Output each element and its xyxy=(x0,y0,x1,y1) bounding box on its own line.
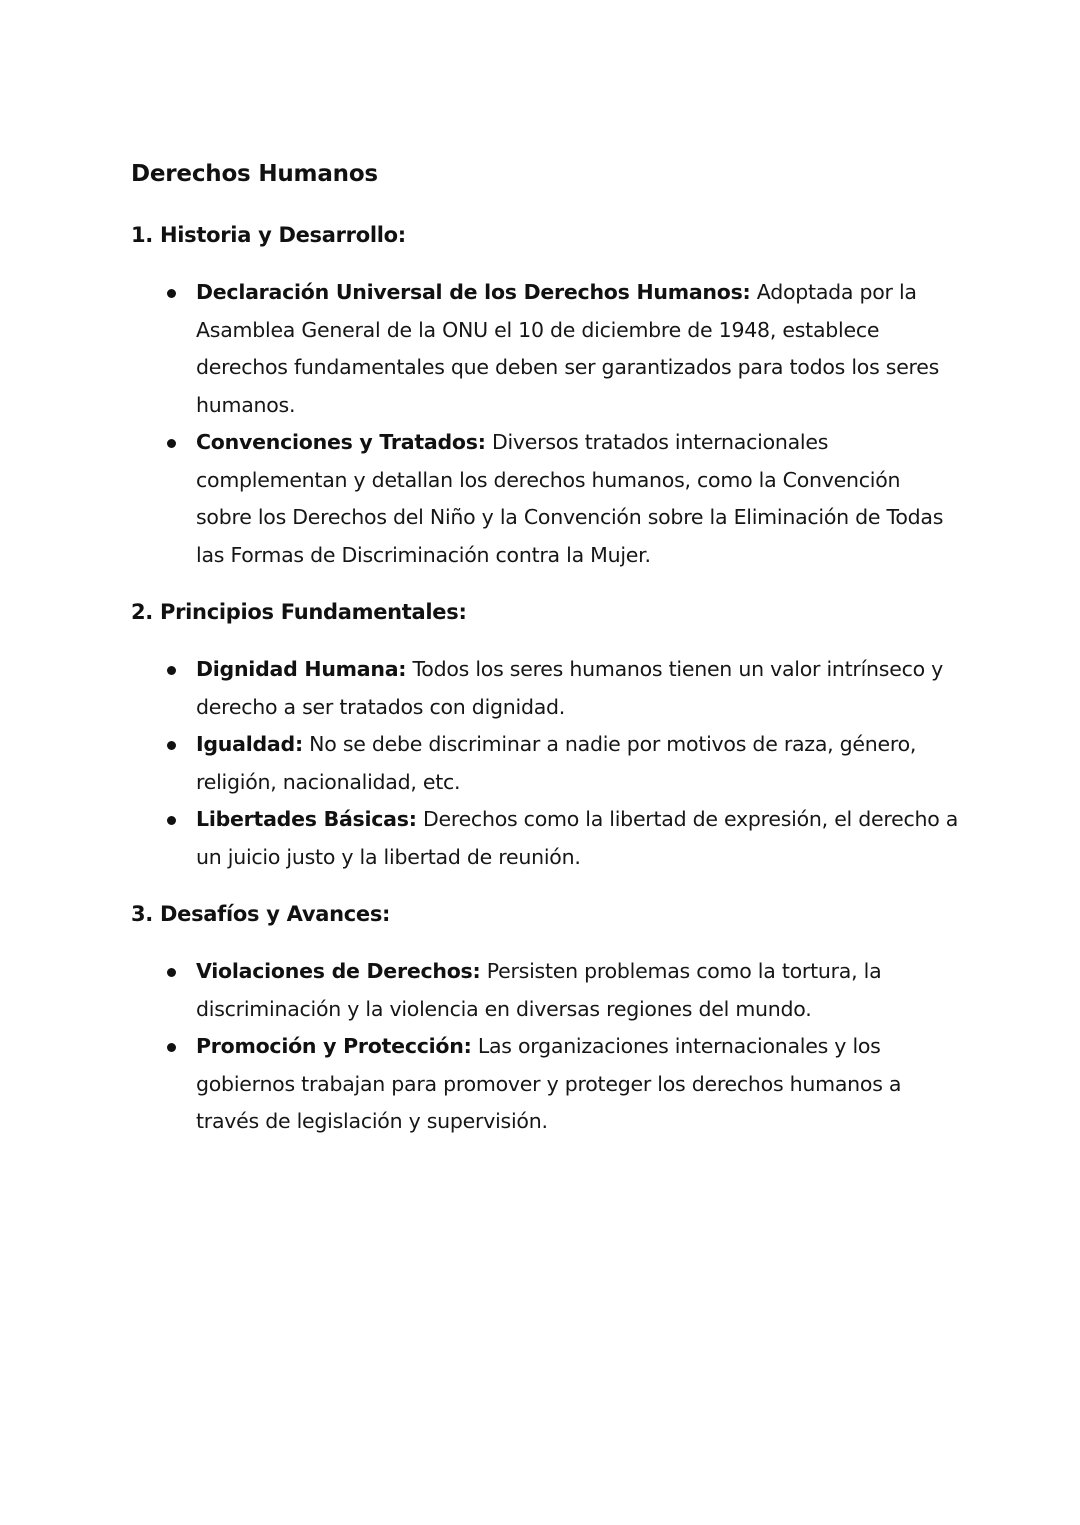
bullet-icon xyxy=(167,1043,176,1052)
item-term: Promoción y Protección: xyxy=(196,1034,472,1058)
item-text: No se debe discriminar a nadie por motivos de raza, género, religión, nacionalidad, etc. xyxy=(196,732,917,794)
item-text: Adoptada por la Asamblea General de la ONU el 10 de diciembre de 1948, establece derechos fundamentales que deben ser garantizados para todos los seres humanos. xyxy=(196,280,940,417)
item-term: Convenciones y Tratados: xyxy=(196,430,486,454)
item-term: Libertades Básicas: xyxy=(196,807,417,831)
section-heading-desafios: 3. Desafíos y Avances: xyxy=(131,902,391,926)
list-item xyxy=(131,801,961,876)
bullet-list-historia xyxy=(131,274,961,574)
list-item xyxy=(131,1028,961,1141)
item-term: Declaración Universal de los Derechos Humanos: xyxy=(196,280,751,304)
item-text: Persisten problemas como la tortura, la discriminación y la violencia en diversas regiones del mundo. xyxy=(196,959,882,1021)
list-item xyxy=(131,651,961,726)
bullet-icon xyxy=(167,968,176,977)
section-heading-principios: 2. Principios Fundamentales: xyxy=(131,600,467,624)
item-term: Violaciones de Derechos: xyxy=(196,959,481,983)
document-title: Derechos Humanos xyxy=(131,161,378,187)
item-text: Derechos como la libertad de expresión, el derecho a un juicio justo y la libertad de reunión. xyxy=(196,807,959,869)
document-page xyxy=(131,155,961,1141)
bullet-icon xyxy=(167,439,176,448)
bullet-list-desafios xyxy=(131,953,961,1141)
item-term: Dignidad Humana: xyxy=(196,657,407,681)
list-item xyxy=(131,274,961,424)
list-item xyxy=(131,726,961,801)
item-text: Diversos tratados internacionales complementan y detallan los derechos humanos, como la Convención sobre los Derechos del Niño y la Convención sobre la Eliminación de Todas las Formas de Discriminación contra la Mujer. xyxy=(196,430,944,567)
bullet-icon xyxy=(167,816,176,825)
bullet-list-principios xyxy=(131,651,961,876)
item-text: Las organizaciones internacionales y los gobiernos trabajan para promover y proteger los derechos humanos a través de legislación y supervisión. xyxy=(196,1034,902,1133)
section-heading-historia: 1. Historia y Desarrollo: xyxy=(131,223,406,247)
list-item xyxy=(131,424,961,574)
bullet-icon xyxy=(167,289,176,298)
list-item xyxy=(131,953,961,1028)
bullet-icon xyxy=(167,666,176,675)
item-text: Todos los seres humanos tienen un valor intrínseco y derecho a ser tratados con dignidad. xyxy=(196,657,944,719)
item-term: Igualdad: xyxy=(196,732,303,756)
bullet-icon xyxy=(167,741,176,750)
